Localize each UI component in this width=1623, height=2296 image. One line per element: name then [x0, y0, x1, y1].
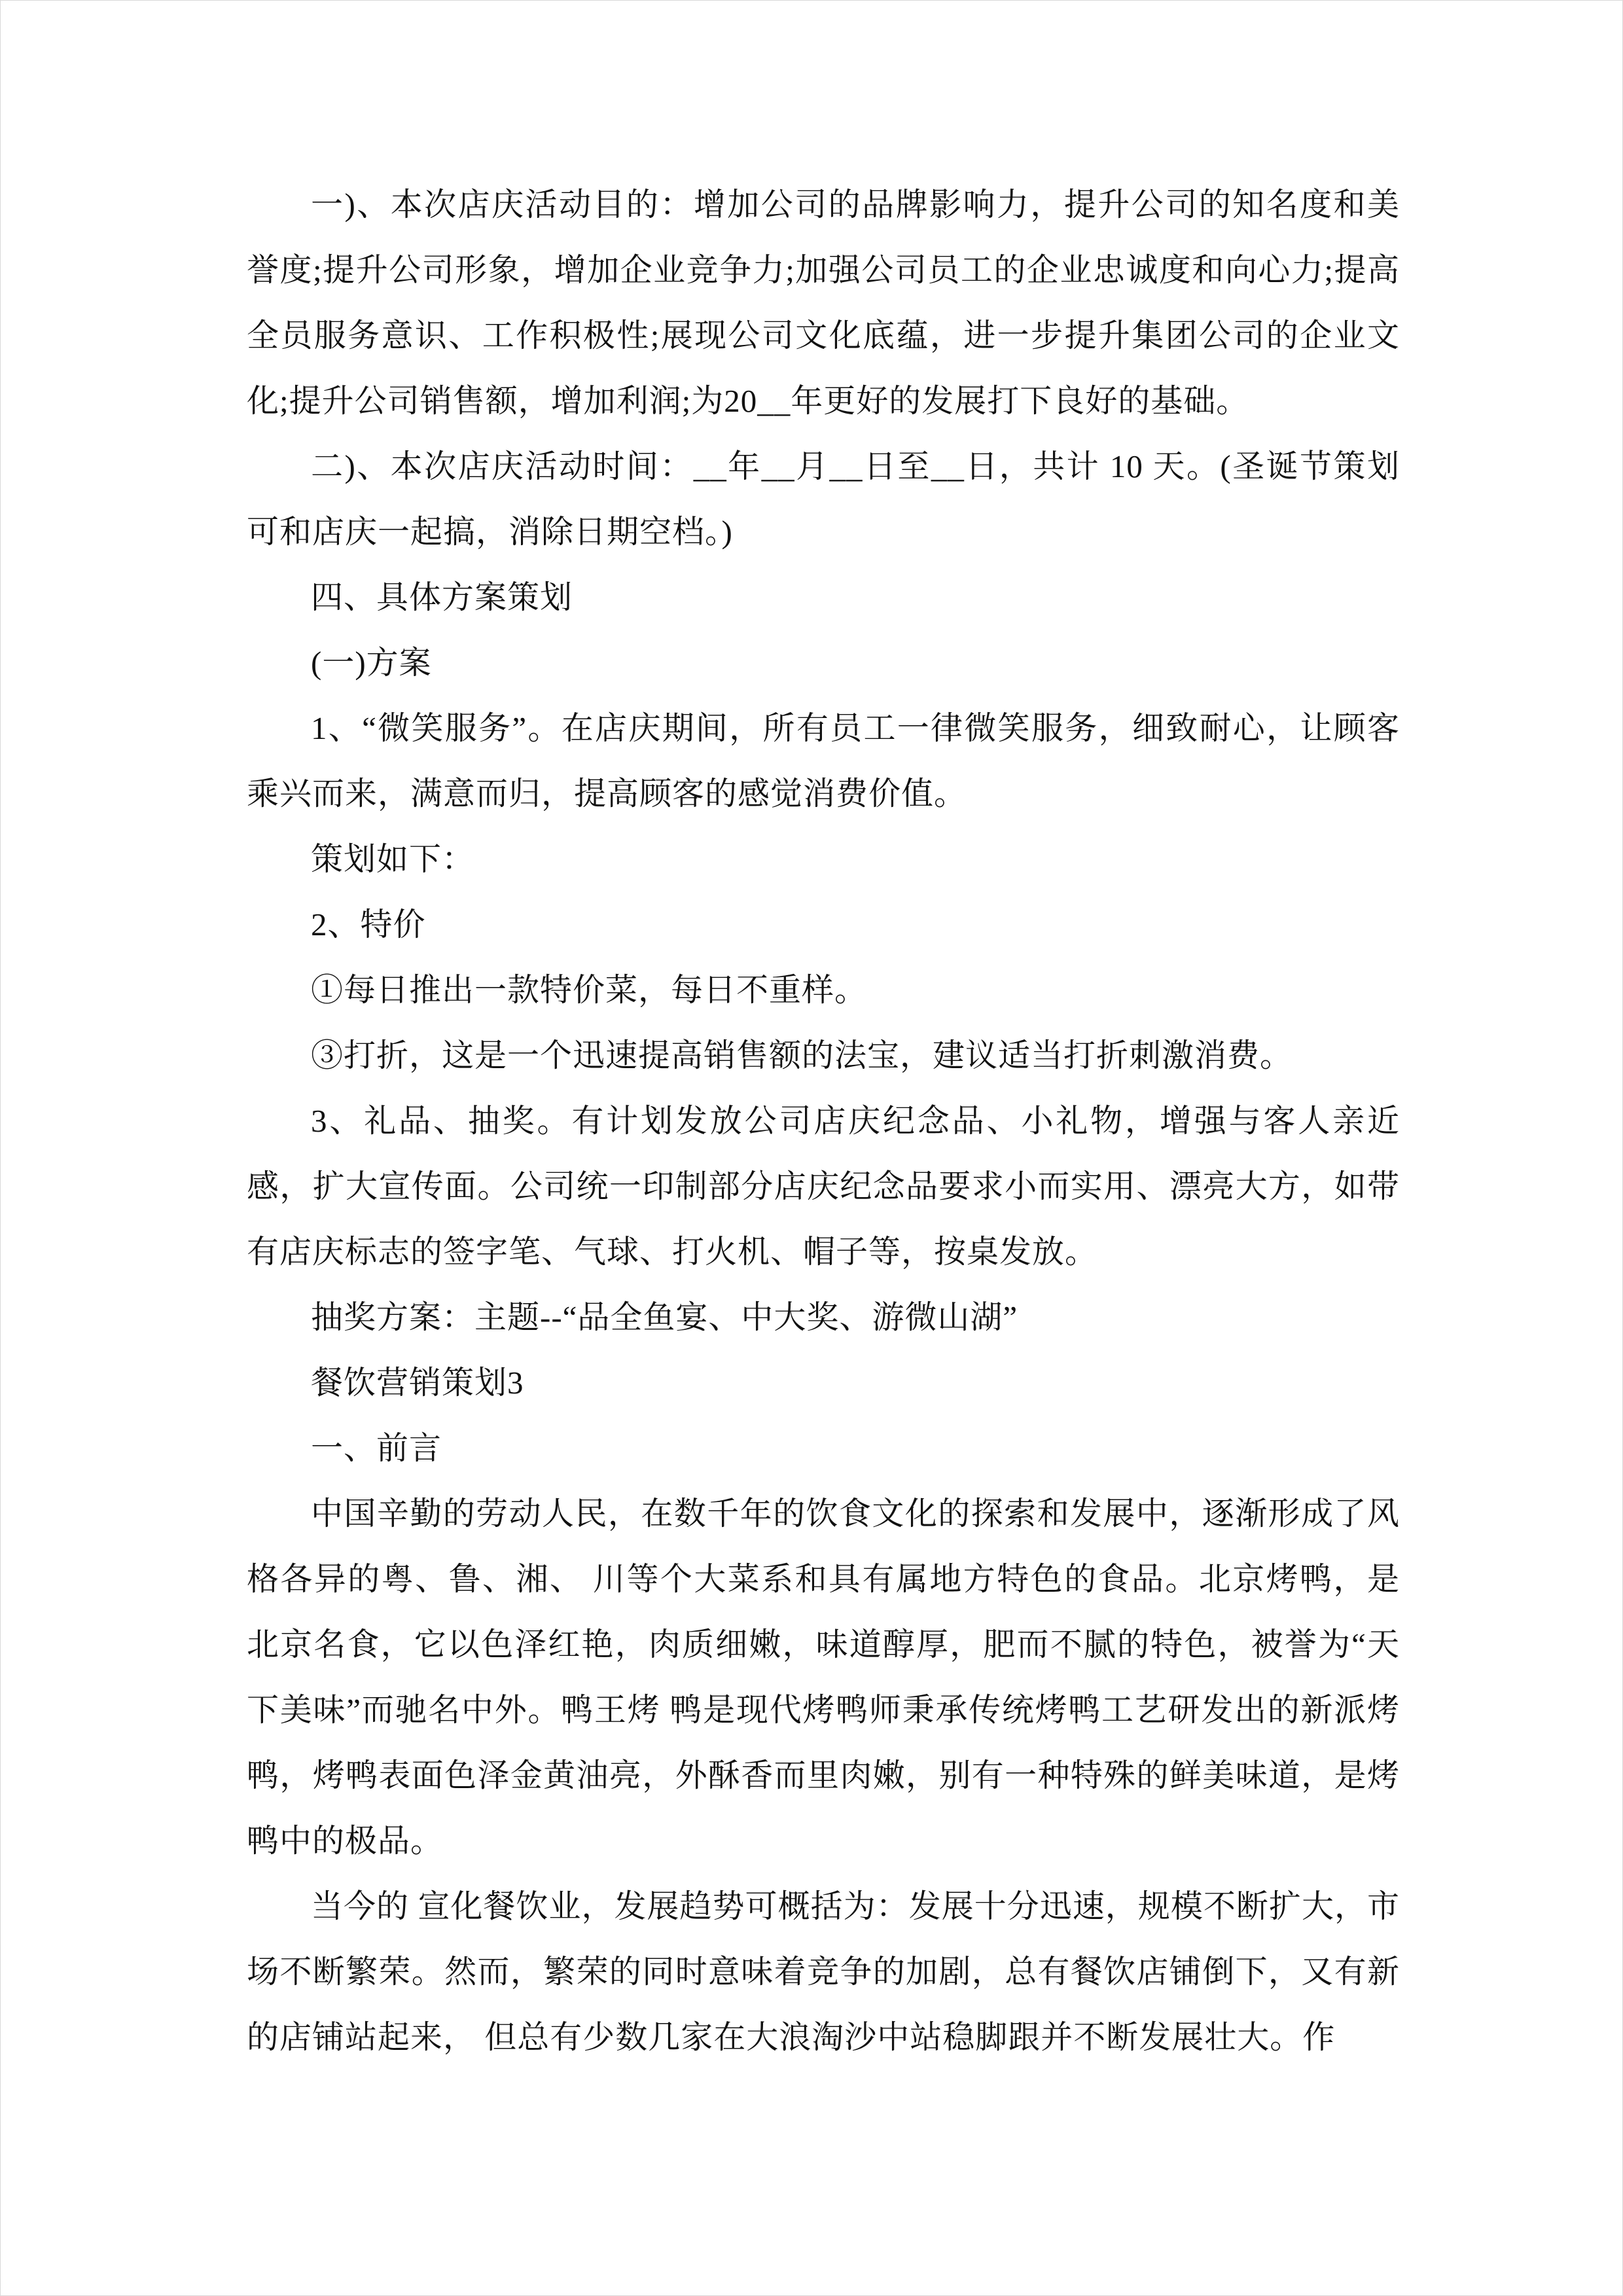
paragraph: ③打折，这是一个迅速提高销售额的法宝，建议适当打折刺激消费。 [311, 1037, 1293, 1073]
paragraph: 当今的 宣化餐饮业，发展趋势可概括为：发展十分迅速，规模不断扩大，市场不断繁荣。然而，繁荣的同时意味着竞争的加剧，总有餐饮店铺倒下，又有新的店铺站起来， 但总有少数几家在大浪淘沙中站稳脚跟并不断发展壮大。作 [247, 1888, 1400, 2055]
document-content [247, 172, 1400, 2070]
paragraph: 餐饮营销策划3 [311, 1365, 524, 1401]
paragraph: 策划如下： [311, 841, 475, 877]
paragraph: 抽奖方案：主题--“品全鱼宴、中大奖、游微山湖” [311, 1299, 1018, 1335]
paragraph: 一、前言 [311, 1430, 442, 1466]
paragraph: 二)、本次店庆活动时间：__年__月__日至__日，共计 10 天。(圣诞节策划可和店庆一起搞，消除日期空档。) [247, 448, 1400, 550]
paragraph: 中国辛勤的劳动人民，在数千年的饮食文化的探索和发展中，逐渐形成了风格各异的粤、鲁、湘、 川等个大菜系和具有属地方特色的食品。北京烤鸭，是北京名食，它以色泽红艳，肉质细嫩，味道醇厚，肥而不腻的特色，被誉为“天下美味”而驰名中外。鸭王烤 鸭是现代烤鸭师秉承传统烤鸭工艺研发出的新派烤鸭，烤鸭表面色泽金黄油亮，外酥香而里肉嫩，别有一种特殊的鲜美味道，是烤鸭中的极品。 [247, 1496, 1400, 1859]
paragraph: 3、礼品、抽奖。有计划发放公司店庆纪念品、小礼物，增强与客人亲近感，扩大宣传面。公司统一印制部分店庆纪念品要求小而实用、漂亮大方，如带有店庆标志的签字笔、气球、打火机、帽子等，按桌发放。 [247, 1103, 1400, 1270]
paragraph: ①每日推出一款特价菜，每日不重样。 [311, 972, 868, 1008]
paragraph: 一)、本次店庆活动目的：增加公司的品牌影响力，提升公司的知名度和美誉度;提升公司形象，增加企业竞争力;加强公司员工的企业忠诚度和向心力;提高全员服务意识、工作积极性;展现公司文化底蕴，进一步提升集团公司的企业文化;提升公司销售额，增加利润;为20__年更好的发展打下良好的基础。 [247, 187, 1400, 419]
paragraph: 2、特价 [311, 906, 426, 942]
paragraph: 四、具体方案策划 [311, 579, 573, 615]
paragraph: 1、“微笑服务”。在店庆期间，所有员工一律微笑服务，细致耐心，让顾客乘兴而来，满意而归，提高顾客的感觉消费价值。 [247, 710, 1400, 812]
paragraph: (一)方案 [311, 645, 432, 681]
